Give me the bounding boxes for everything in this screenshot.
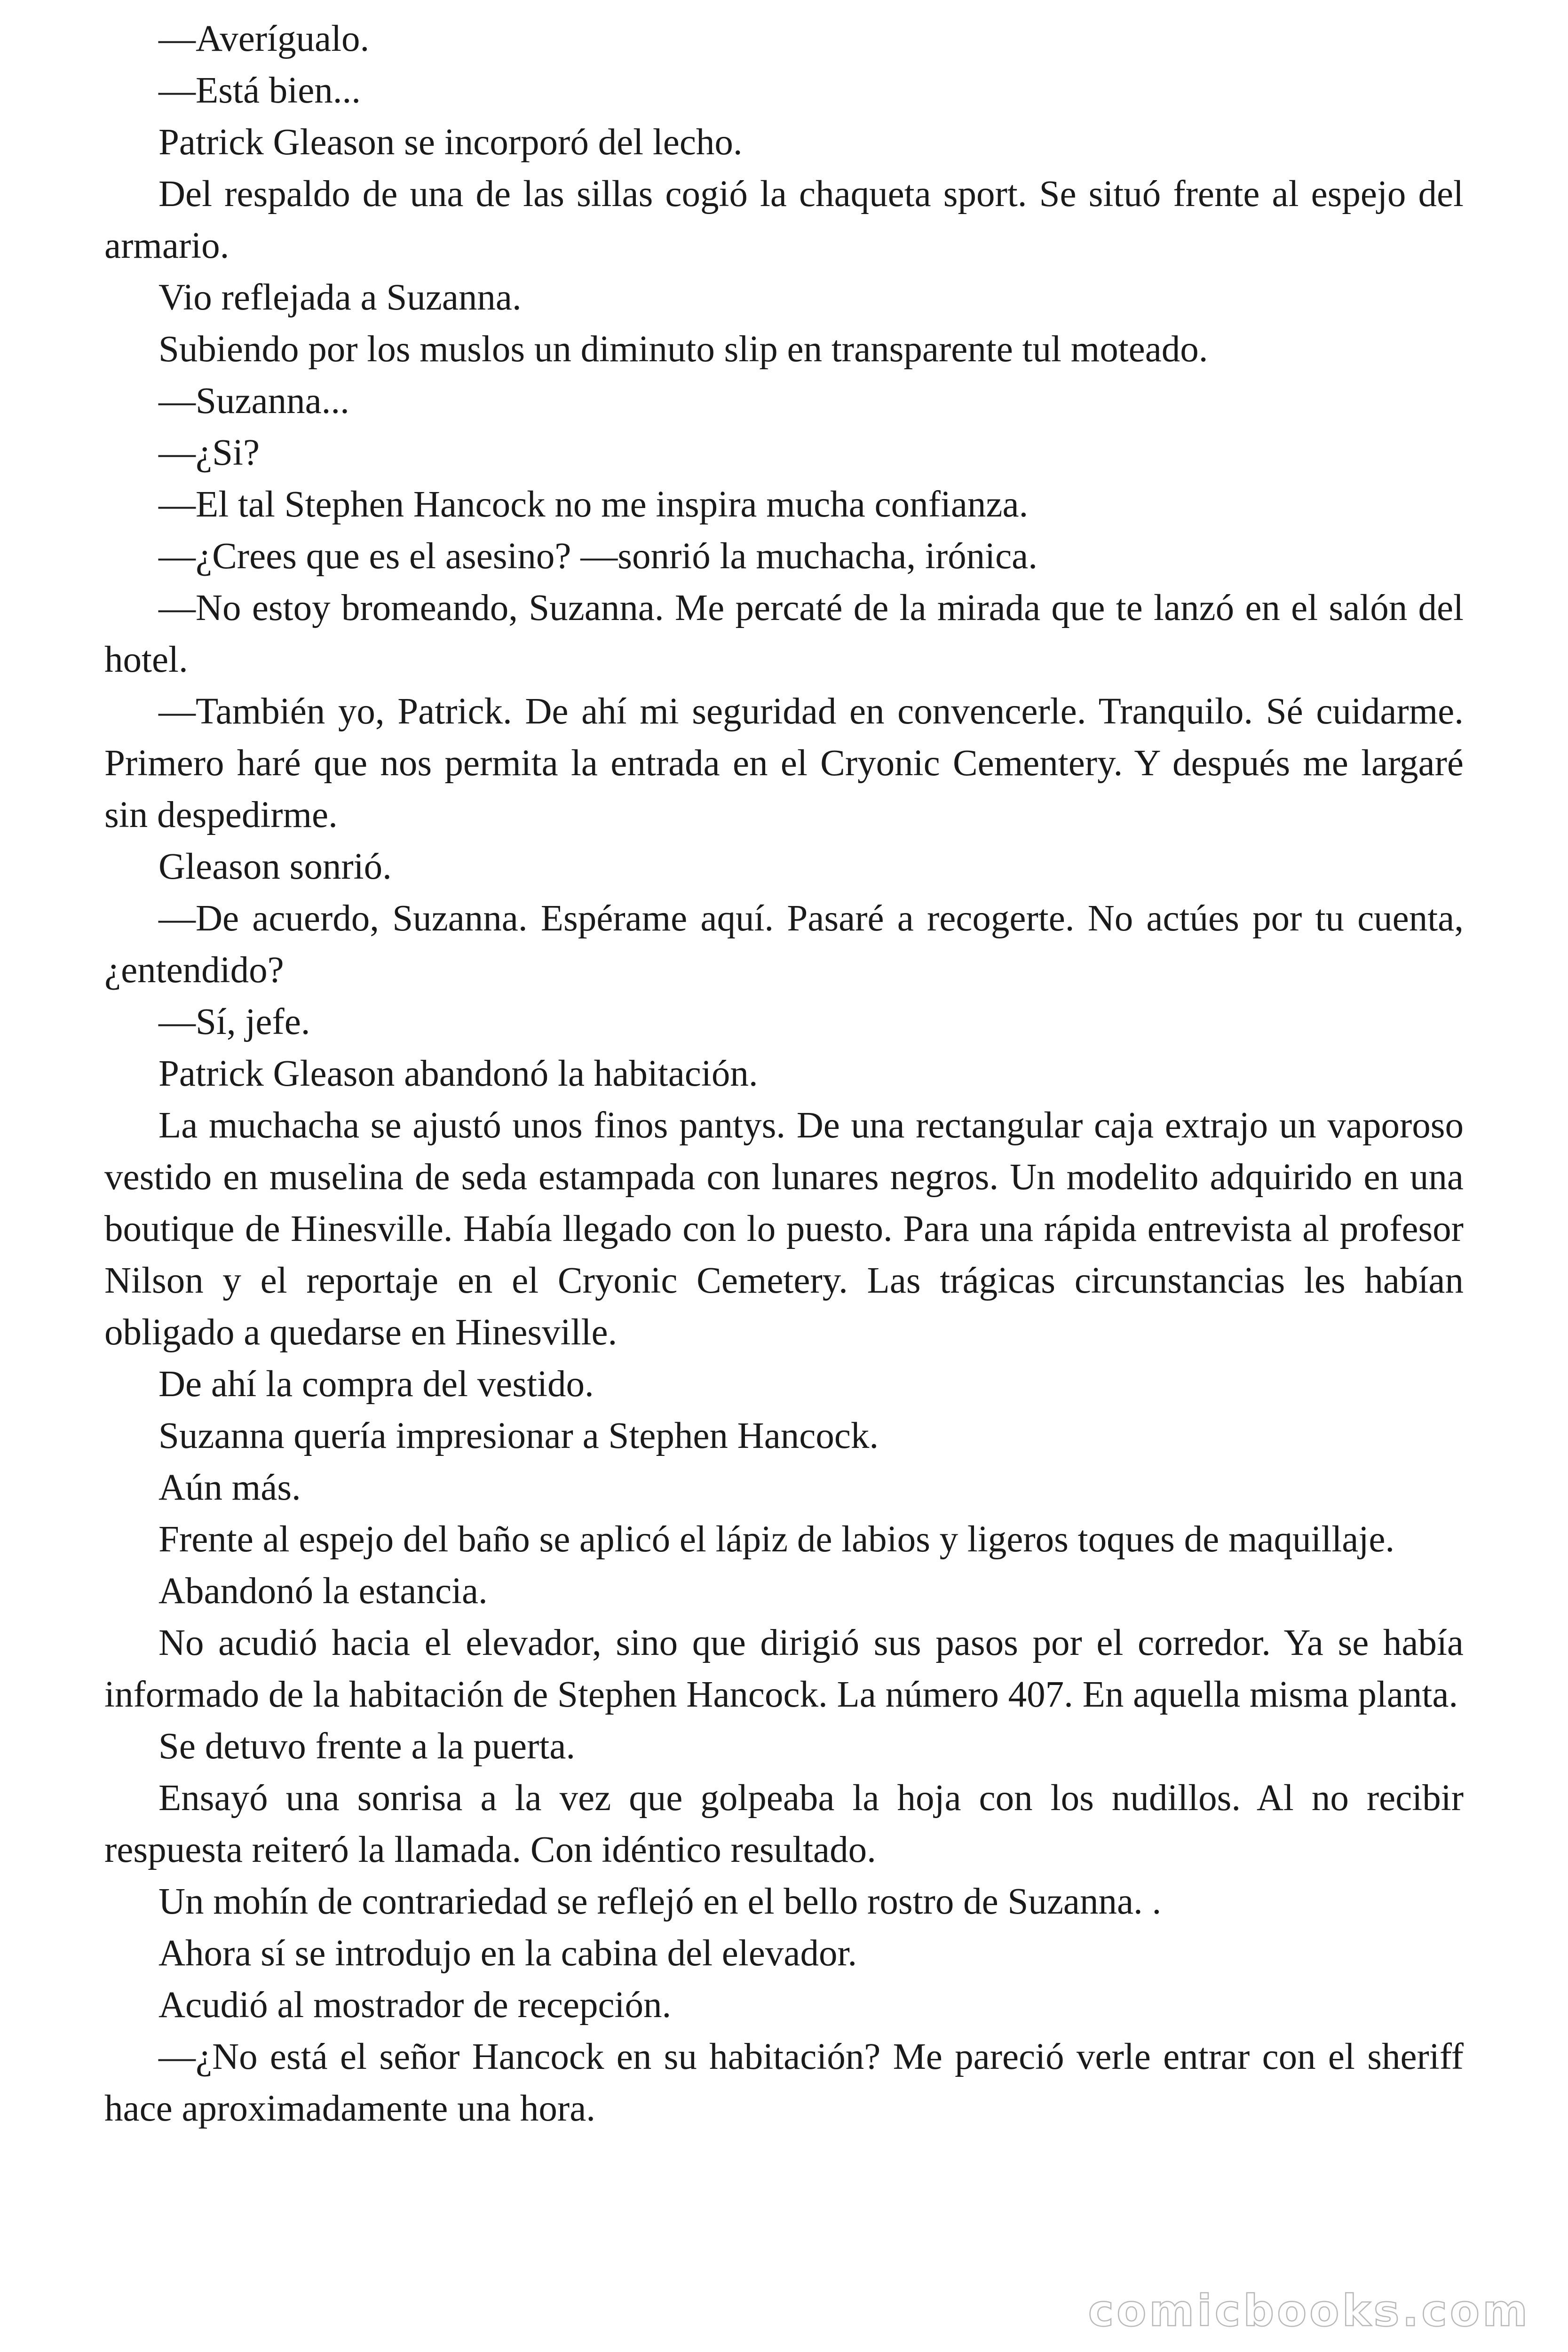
paragraph: —¿Si? <box>158 432 260 473</box>
paragraph: Del respaldo de una de las sillas cogió la chaqueta sport. Se situó frente al espejo del armario. <box>104 174 1464 266</box>
paragraph: Un mohín de contrariedad se reflejó en el bello rostro de Suzanna. . <box>158 1881 1162 1922</box>
paragraph: —Suzanna... <box>158 381 349 421</box>
paragraph: —El tal Stephen Hancock no me inspira mucha confianza. <box>158 484 1029 525</box>
paragraph: Ahora sí se introdujo en la cabina del elevador. <box>158 1933 857 1974</box>
paragraph: —También yo, Patrick. De ahí mi seguridad en convencerle. Tranquilo. Sé cuidarme. Primero haré que nos permita la entrada en el Cryonic Cementery. Y después me largaré sin despedirme. <box>104 691 1464 835</box>
paragraph: Subiendo por los muslos un diminuto slip en transparente tul moteado. <box>158 329 1208 370</box>
paragraph: Se detuvo frente a la puerta. <box>158 1726 576 1767</box>
paragraph: Patrick Gleason se incorporó del lecho. <box>158 122 743 163</box>
body-text <box>104 13 1464 2135</box>
paragraph: Gleason sonrió. <box>158 846 392 887</box>
paragraph: Patrick Gleason abandonó la habitación. <box>158 1053 758 1094</box>
paragraph: —¿No está el señor Hancock en su habitación? Me pareció verle entrar con el sheriff hace aproximadamente una hora. <box>104 2036 1464 2129</box>
paragraph: —No estoy bromeando, Suzanna. Me percaté de la mirada que te lanzó en el salón del hotel. <box>104 588 1464 680</box>
paragraph: No acudió hacia el elevador, sino que dirigió sus pasos por el corredor. Ya se había informado de la habitación de Stephen Hancock. La número 407. En aquella misma planta. <box>104 1622 1464 1715</box>
paragraph: —Sí, jefe. <box>158 1001 310 1042</box>
paragraph: Frente al espejo del baño se aplicó el lápiz de labios y ligeros toques de maquillaje. <box>158 1519 1395 1560</box>
paragraph: Ensayó una sonrisa a la vez que golpeaba la hoja con los nudillos. Al no recibir respuesta reiteró la llamada. Con idéntico resultado. <box>104 1778 1464 1870</box>
paragraph: —Está bien... <box>158 70 361 111</box>
paragraph: La muchacha se ajustó unos finos pantys. De una rectangular caja extrajo un vaporoso vestido en muselina de seda estampada con lunares negros. Un modelito adquirido en una boutique de Hinesville. Había llegado con lo puesto. Para una rápida entrevista al profesor Nilson y el reportaje en el Cryonic Cemetery. Las trágicas circunstancias les habían obligado a quedarse en Hinesville. <box>104 1105 1464 1353</box>
paragraph: —De acuerdo, Suzanna. Espérame aquí. Pasaré a recogerte. No actúes por tu cuenta, ¿entendido? <box>104 898 1464 991</box>
paragraph: —¿Crees que es el asesino? —sonrió la muchacha, irónica. <box>158 536 1037 577</box>
paragraph: Abandonó la estancia. <box>158 1571 488 1612</box>
paragraph: Suzanna quería impresionar a Stephen Hancock. <box>158 1415 879 1456</box>
paragraph: Aún más. <box>158 1467 301 1508</box>
paragraph: —Averígualo. <box>158 18 370 59</box>
watermark: comicbooks.com <box>1088 2286 1530 2336</box>
paragraph: De ahí la compra del vestido. <box>158 1364 594 1405</box>
paragraph: Acudió al mostrador de recepción. <box>158 1985 672 2026</box>
paragraph: Vio reflejada a Suzanna. <box>158 277 522 318</box>
